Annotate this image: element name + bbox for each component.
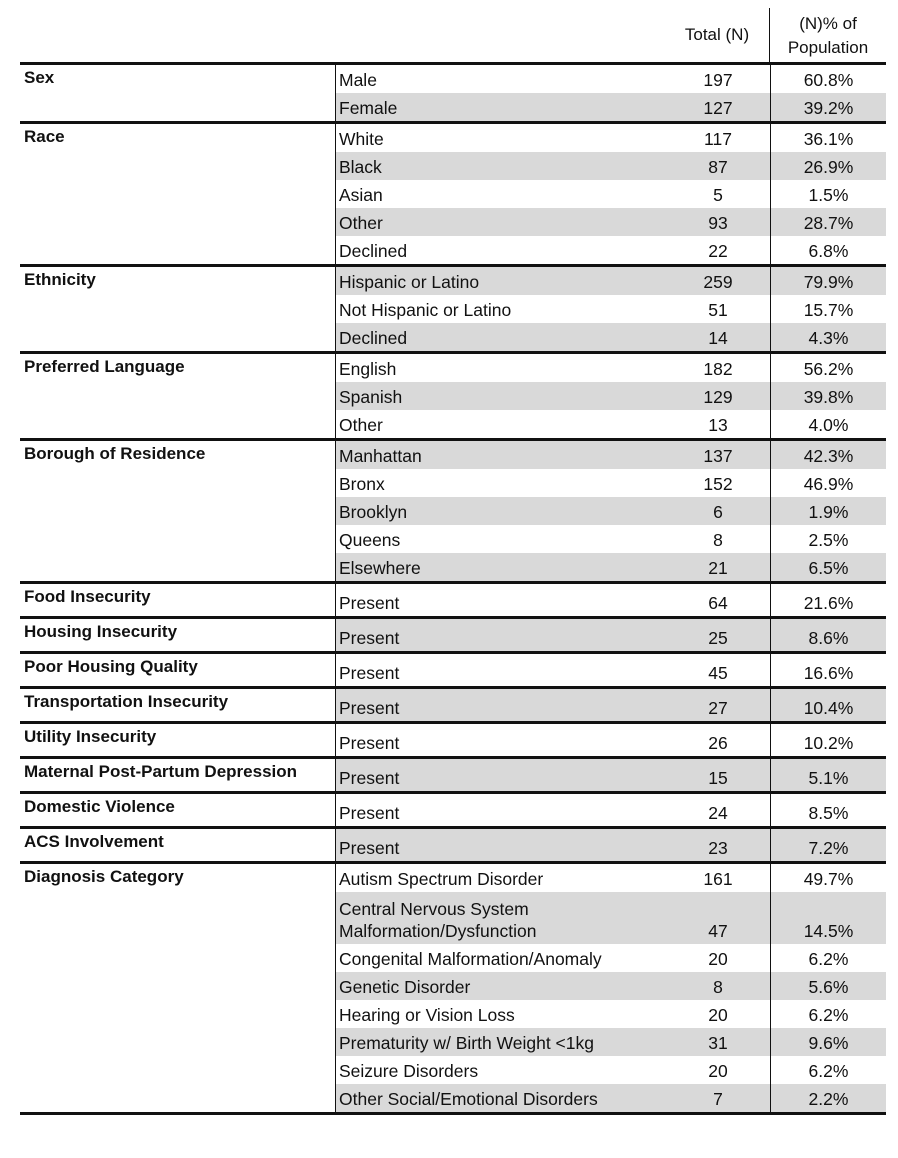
- table-row: [336, 323, 886, 351]
- table-group: [20, 124, 886, 267]
- group-rows: [335, 654, 886, 686]
- group-label: Utility Insecurity: [24, 727, 157, 746]
- row-percent: 26.9%: [770, 152, 886, 180]
- group-label: Domestic Violence: [24, 797, 175, 816]
- row-label: Central Nervous System Malformation/Dysfunction: [336, 892, 666, 944]
- row-total: 6: [666, 497, 770, 525]
- row-label: Present: [339, 733, 400, 753]
- row-label: Declined: [336, 323, 666, 351]
- row-total: 8: [666, 972, 770, 1000]
- table-row: [336, 1000, 886, 1028]
- row-total: 137: [666, 441, 770, 469]
- row-label: Prematurity w/ Birth Weight <1kg: [336, 1028, 666, 1056]
- row-percent: 39.2%: [770, 93, 886, 121]
- table-row: [336, 1056, 886, 1084]
- group-rows: [335, 724, 886, 756]
- row-label: Other: [336, 208, 666, 236]
- group-label: Maternal Post-Partum Depression: [24, 762, 298, 781]
- row-label: Other: [339, 415, 383, 435]
- row-label: Queens: [339, 530, 401, 550]
- row-percent: 5.1%: [770, 759, 886, 791]
- table-row: [336, 65, 886, 93]
- row-total: 22: [708, 241, 728, 261]
- table-group: [20, 759, 886, 794]
- row-label: Other Social/Emotional Disorders: [336, 1084, 666, 1112]
- table-row: [336, 382, 886, 410]
- row-total: 64: [708, 593, 728, 613]
- group-label: Housing Insecurity: [24, 622, 178, 641]
- row-total: 23: [666, 829, 770, 861]
- table-group: [20, 724, 886, 759]
- group-label: Poor Housing Quality: [24, 657, 198, 676]
- row-label: Asian: [339, 185, 383, 205]
- table-row: [336, 354, 886, 382]
- row-percent: 1.9%: [770, 497, 886, 525]
- group-label: Sex: [24, 68, 55, 87]
- row-total: 129: [666, 382, 770, 410]
- row-total: 182: [703, 359, 733, 379]
- row-total: 24: [708, 803, 728, 823]
- row-label: Male: [339, 70, 377, 90]
- table-row: [336, 1028, 886, 1056]
- table-row: [336, 267, 886, 295]
- row-percent: 2.5%: [770, 525, 886, 553]
- row-total: 21: [666, 553, 770, 581]
- table-row: [336, 1084, 886, 1112]
- group-rows: [335, 267, 886, 351]
- table-row: [336, 236, 886, 264]
- table-row: [336, 619, 886, 651]
- row-label: Present: [339, 663, 400, 683]
- row-total: 117: [704, 129, 732, 149]
- row-total: 87: [666, 152, 770, 180]
- table-group: [20, 584, 886, 619]
- group-label: ACS Involvement: [24, 832, 164, 851]
- row-total: 152: [703, 474, 733, 494]
- table-header: [20, 8, 886, 65]
- row-total: 27: [666, 689, 770, 721]
- row-percent: 4.3%: [770, 323, 886, 351]
- table-row: [336, 469, 886, 497]
- row-percent: 10.4%: [770, 689, 886, 721]
- row-percent: 60.8%: [770, 65, 886, 93]
- row-total: 26: [708, 733, 728, 753]
- group-label: Food Insecurity: [24, 587, 151, 606]
- row-label: Declined: [339, 241, 408, 261]
- row-total: 20: [708, 949, 728, 969]
- row-label: Brooklyn: [336, 497, 666, 525]
- table-row: [336, 864, 886, 892]
- table-row: [336, 584, 886, 616]
- table-row: [336, 689, 886, 721]
- row-label: Autism Spectrum Disorder: [339, 869, 544, 889]
- group-label: Borough of Residence: [24, 444, 206, 463]
- group-rows: [335, 794, 886, 826]
- row-percent: 6.2%: [770, 1000, 886, 1028]
- row-percent: 56.2%: [770, 354, 886, 382]
- group-rows: [335, 689, 886, 721]
- table-row: [336, 208, 886, 236]
- demographics-table: [20, 8, 886, 1115]
- table-row: [336, 724, 886, 756]
- group-rows: [335, 584, 886, 616]
- row-label: Present: [339, 593, 400, 613]
- row-label: Bronx: [339, 474, 385, 494]
- row-label: Hearing or Vision Loss: [339, 1005, 515, 1025]
- table-group: [20, 654, 886, 689]
- row-percent: 6.2%: [770, 944, 886, 972]
- row-percent: 6.2%: [770, 1056, 886, 1084]
- row-total: 15: [666, 759, 770, 791]
- group-label: Transportation Insecurity: [24, 692, 229, 711]
- row-percent: 15.7%: [770, 295, 886, 323]
- row-total: 161: [703, 869, 733, 889]
- row-percent: 49.7%: [770, 864, 886, 892]
- row-label: Genetic Disorder: [336, 972, 666, 1000]
- table-row: [336, 410, 886, 438]
- row-label: White: [339, 129, 384, 149]
- table-group: [20, 65, 886, 124]
- row-total: 5: [713, 185, 723, 205]
- row-total: 8: [713, 530, 723, 550]
- table-row: [336, 180, 886, 208]
- row-total: 93: [666, 208, 770, 236]
- group-rows: [335, 759, 886, 791]
- table-group: [20, 794, 886, 829]
- table-group: [20, 619, 886, 654]
- group-rows: [335, 124, 886, 264]
- table-group: [20, 441, 886, 584]
- row-percent: 42.3%: [770, 441, 886, 469]
- row-total: 259: [666, 267, 770, 295]
- table-row: [336, 892, 886, 944]
- row-label: Hispanic or Latino: [336, 267, 666, 295]
- row-label: Black: [336, 152, 666, 180]
- row-total: 14: [666, 323, 770, 351]
- table-group: [20, 689, 886, 724]
- row-percent: 8.6%: [770, 619, 886, 651]
- group-rows: [335, 829, 886, 861]
- table-row: [336, 497, 886, 525]
- row-percent: 7.2%: [770, 829, 886, 861]
- row-total: 197: [703, 70, 733, 90]
- row-label: Present: [336, 619, 666, 651]
- row-percent: 10.2%: [770, 724, 886, 756]
- percent-column-header: (N)% of Population: [787, 14, 869, 57]
- table-row: [336, 654, 886, 686]
- row-percent: 39.8%: [770, 382, 886, 410]
- row-total: 13: [708, 415, 728, 435]
- row-total: 20: [708, 1061, 728, 1081]
- group-label: Race: [24, 127, 65, 146]
- table-row: [336, 441, 886, 469]
- row-percent: 1.5%: [770, 180, 886, 208]
- row-percent: 79.9%: [770, 267, 886, 295]
- row-label: Present: [336, 689, 666, 721]
- table-group: [20, 267, 886, 354]
- table-group: [20, 354, 886, 441]
- row-total: 20: [708, 1005, 728, 1025]
- row-total: 31: [666, 1028, 770, 1056]
- table-row: [336, 972, 886, 1000]
- row-label: Seizure Disorders: [339, 1061, 479, 1081]
- row-percent: 16.6%: [770, 654, 886, 686]
- group-rows: [335, 441, 886, 581]
- row-percent: 2.2%: [770, 1084, 886, 1112]
- row-percent: 46.9%: [770, 469, 886, 497]
- table-row: [336, 152, 886, 180]
- row-total: 51: [708, 300, 728, 320]
- row-label: Present: [336, 759, 666, 791]
- table-row: [336, 759, 886, 791]
- group-rows: [335, 354, 886, 438]
- table-body: [20, 65, 886, 1115]
- table-row: [336, 525, 886, 553]
- table-row: [336, 553, 886, 581]
- row-label: Congenital Malformation/Anomaly: [339, 949, 602, 969]
- row-label: Present: [339, 803, 400, 823]
- row-label: Female: [336, 93, 666, 121]
- row-label: Manhattan: [336, 441, 666, 469]
- row-percent: 8.5%: [770, 794, 886, 826]
- row-percent: 14.5%: [770, 892, 886, 944]
- row-percent: 9.6%: [770, 1028, 886, 1056]
- table-row: [336, 295, 886, 323]
- row-percent: 5.6%: [770, 972, 886, 1000]
- group-label: Preferred Language: [24, 357, 185, 376]
- row-total: 45: [708, 663, 728, 683]
- row-percent: 4.0%: [770, 410, 886, 438]
- row-percent: 6.8%: [770, 236, 886, 264]
- row-total: 25: [666, 619, 770, 651]
- row-label: Present: [336, 829, 666, 861]
- table-group: [20, 829, 886, 864]
- group-label: Diagnosis Category: [24, 867, 184, 886]
- group-label: Ethnicity: [24, 270, 96, 289]
- row-label: Elsewhere: [336, 553, 666, 581]
- row-label: English: [339, 359, 397, 379]
- group-rows: [335, 65, 886, 121]
- table-group: [20, 864, 886, 1115]
- table-row: [336, 794, 886, 826]
- row-total: 127: [666, 93, 770, 121]
- row-total: 7: [666, 1084, 770, 1112]
- row-label: Not Hispanic or Latino: [339, 300, 512, 320]
- table-row: [336, 124, 886, 152]
- table-row: [336, 829, 886, 861]
- row-total: 47: [666, 892, 770, 944]
- table-row: [336, 944, 886, 972]
- row-label: Spanish: [336, 382, 666, 410]
- row-percent: 28.7%: [770, 208, 886, 236]
- row-percent: 21.6%: [770, 584, 886, 616]
- total-column-header: Total (N): [684, 25, 750, 44]
- group-rows: [335, 864, 886, 1112]
- row-percent: 6.5%: [770, 553, 886, 581]
- row-percent: 36.1%: [770, 124, 886, 152]
- group-rows: [335, 619, 886, 651]
- table-row: [336, 93, 886, 121]
